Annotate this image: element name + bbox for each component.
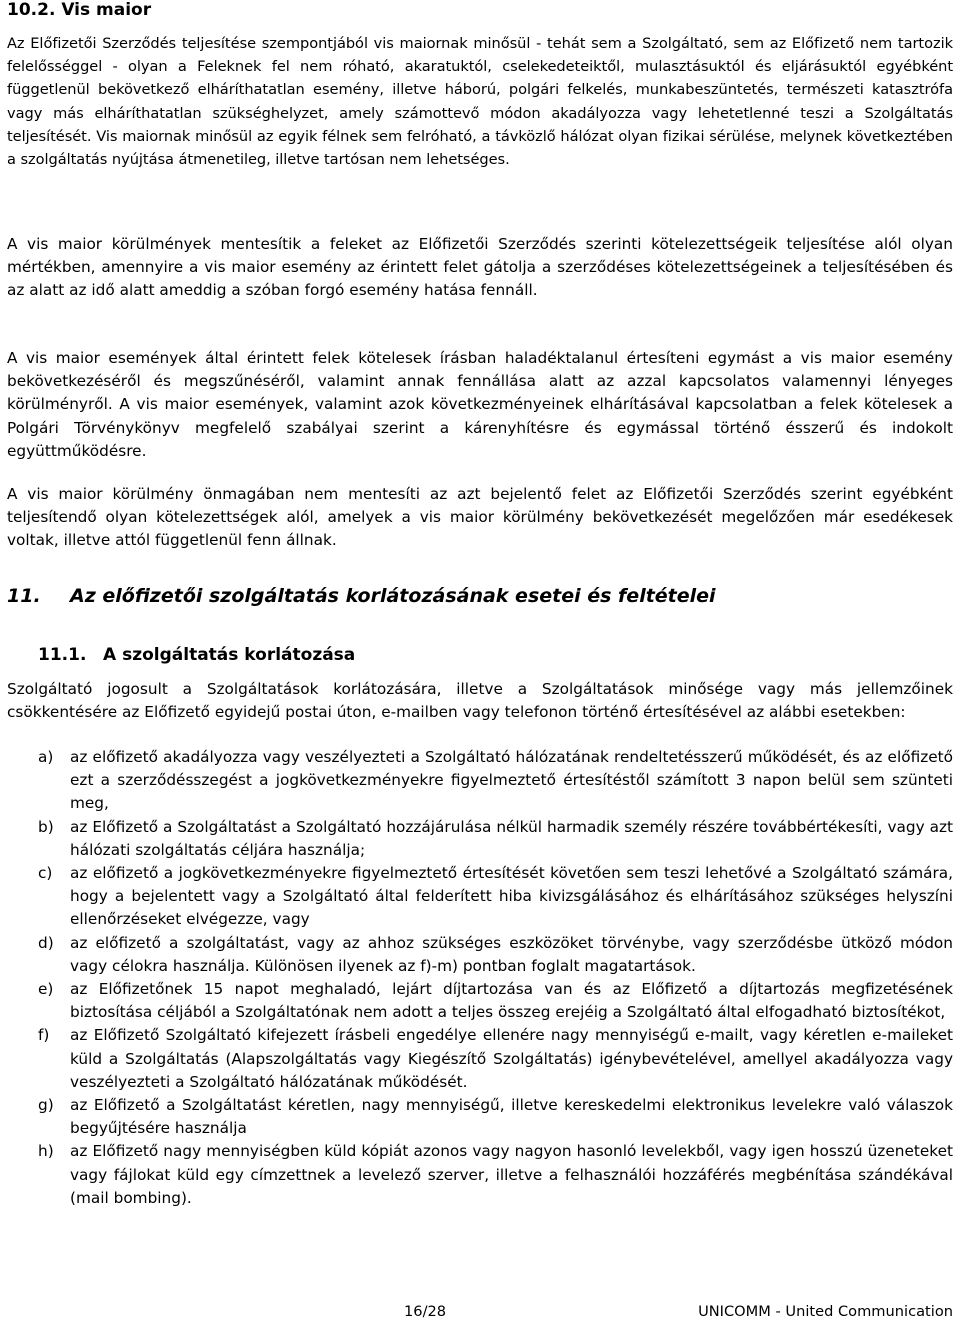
list-item-label: e) xyxy=(38,980,54,999)
list-item-text: az Előfizető a Szolgáltatást kéretlen, nagy mennyiségű, illetve kereskedelmi elektronikus levelekre való válaszok begyűjtésére használja xyxy=(70,1096,953,1138)
list-item-label: g) xyxy=(38,1096,54,1115)
list-item-text: az előfizető akadályozza vagy veszélyezteti a Szolgáltató hálózatának rendeltetésszerű működését, és az előfizető ezt a szerződésszegést a jogkövetkezményekre figyelmeztető értesítéstől számított 3 napon belül sem szünteti meg, xyxy=(70,748,953,813)
list-item-label: b) xyxy=(38,817,54,836)
list-item xyxy=(7,1140,953,1210)
list-item xyxy=(7,932,953,978)
section-11-title: Az előfizetői szolgáltatás korlátozásának esetei és feltételei xyxy=(70,585,716,607)
restriction-cases-list xyxy=(7,746,953,1210)
list-item-text: az Előfizető a Szolgáltatást a Szolgáltató hozzájárulása nélkül harmadik személy részére továbbértékesíti, vagy azt hálózati szolgáltatás céljára használja; xyxy=(70,817,953,859)
list-item-text: az Előfizetőnek 15 napot meghaladó, lejárt díjtartozása van és az Előfizető a díjtartozás megfizetésének biztosítása céljából a Szolgáltatónak nem adott a teljes összeg erejéig a Szolgáltató által elfogadható biztosítékot, xyxy=(70,980,953,1022)
list-item xyxy=(7,862,953,932)
list-item xyxy=(7,816,953,862)
list-item-label: h) xyxy=(38,1142,54,1161)
section-11-1-number: 11.1. xyxy=(38,645,87,665)
section-11-1-title: A szolgáltatás korlátozása xyxy=(103,645,356,665)
paragraph-notification: A vis maior események által érintett felek kötelesek írásban haladéktalanul értesíteni egymást a vis maior esemény bekövetkezéséről és megszűnéséről, valamint annak fennállása alatt az azzal kapcsolatos valamennyi lényeges körülményről. A vis maior események, valamint azok következményeinek elhárításával kapcsolatban a felek kötelesek a Polgári Törvénykönyv megfelelő szabályai szerint a kárenyhítésre és egymással történő ésszerű és indokolt együttműködésre. xyxy=(7,349,953,460)
list-item-text: az előfizető a szolgáltatást, vagy az ahhoz szükséges eszközöket törvénybe, vagy szerződésbe ütköző módon vagy célokra használja. Különösen ilyenek az f)-m) pontban foglalt magatartások. xyxy=(70,933,953,975)
restriction-intro: Szolgáltató jogosult a Szolgáltatások korlátozására, illetve a Szolgáltatások minősége vagy más jellemzőinek csökkentésére az Előfizető egyidejű postai úton, e-mailben vagy telefonon történő értesítésével az alábbi esetekben: xyxy=(7,680,953,722)
paragraph-exemption: A vis maior körülmények mentesítik a feleket az Előfizetői Szerződés szerinti kötelezettségeik teljesítése alól olyan mértékben, amennyire a vis maior esemény az érintett felet gátolja a szerződéses kötelezettségeinek a teljesítésében és az alatt az idő alatt ameddig a szóban forgó esemény hatása fennáll. xyxy=(7,235,953,300)
list-item xyxy=(7,746,953,816)
list-item xyxy=(7,1094,953,1140)
list-item-label: c) xyxy=(38,864,53,883)
section-title: 10.2. Vis maior xyxy=(7,0,152,20)
company-name: UNICOMM - United Communication xyxy=(698,1303,953,1320)
section-11-1-heading xyxy=(38,643,355,667)
list-item xyxy=(7,1024,953,1094)
list-item-text: az Előfizető nagy mennyiségben küld kópiát azonos vagy nagyon hasonló levelekből, vagy igen hosszú üzeneteket vagy fájlokat küld egy címzettnek a levelező szerver, illetve a felhasználói hozzáférés megbénítása szándékával (mail bombing). xyxy=(70,1142,953,1207)
paragraph-limitation: A vis maior körülmény önmagában nem mentesíti az azt bejelentő felet az Előfizetői Szerződés szerint egyébként teljesítendő olyan kötelezettségek alól, amelyek a vis maior körülmény bekövetkezését megelőzően már esedékesek voltak, illetve attól függetlenül fenn állnak. xyxy=(7,485,953,550)
section-11-number: 11. xyxy=(7,585,41,607)
list-item xyxy=(7,978,953,1024)
list-item-label: f) xyxy=(38,1026,50,1045)
list-item-text: az előfizető a jogkövetkezményekre figyelmeztető értesítését követően sem teszi lehetővé a Szolgáltató számára, hogy a bejelentett vagy a Szolgáltató által felderített hiba kivizsgálásához és elhárításához szükséges helyszíni ellenőrzéseket elvégezze, vagy xyxy=(70,864,953,929)
section-11-heading xyxy=(7,583,716,609)
list-item-label: a) xyxy=(38,748,54,766)
page-number: 16/28 xyxy=(404,1303,447,1320)
paragraph-vis-maior-definition: Az Előfizetői Szerződés teljesítése szempontjából vis maiornak minősül - tehát sem a Szolgáltató, sem az Előfizető nem tartozik felelősséggel - olyan a Feleknek fel nem róható, akaratuktól, cselekedeteiktől, mulasztásuktól és eljárásuktól egyébként függetlenül bekövetkező elháríthatatlan esemény, illetve háború, polgári felkelés, munkabeszüntetés, természeti katasztrófa vagy más elháríthatatlan szükséghelyzet, amely számottevő módon akadályozza vagy lehetetlenné teszi a Szolgáltatás teljesítését. Vis maiornak minősül az egyik félnek sem felróható, a távközlő hálózat olyan fizikai sérülése, melynek következtében a szolgáltatás nyújtása átmenetileg, illetve tartósan nem lehetséges. xyxy=(7,35,953,169)
list-item-label: d) xyxy=(38,933,54,952)
list-item-text: az Előfizető Szolgáltató kifejezett írásbeli engedélye ellenére nagy mennyiségű e-mailt, vagy kéretlen e-maileket küld a Szolgáltatás (Alapszolgáltatás vagy Kiegészítő Szolgáltatás) igénybevételével, amellyel akadályozza vagy veszélyezteti a Szolgáltató hálózatának működését. xyxy=(70,1026,953,1091)
